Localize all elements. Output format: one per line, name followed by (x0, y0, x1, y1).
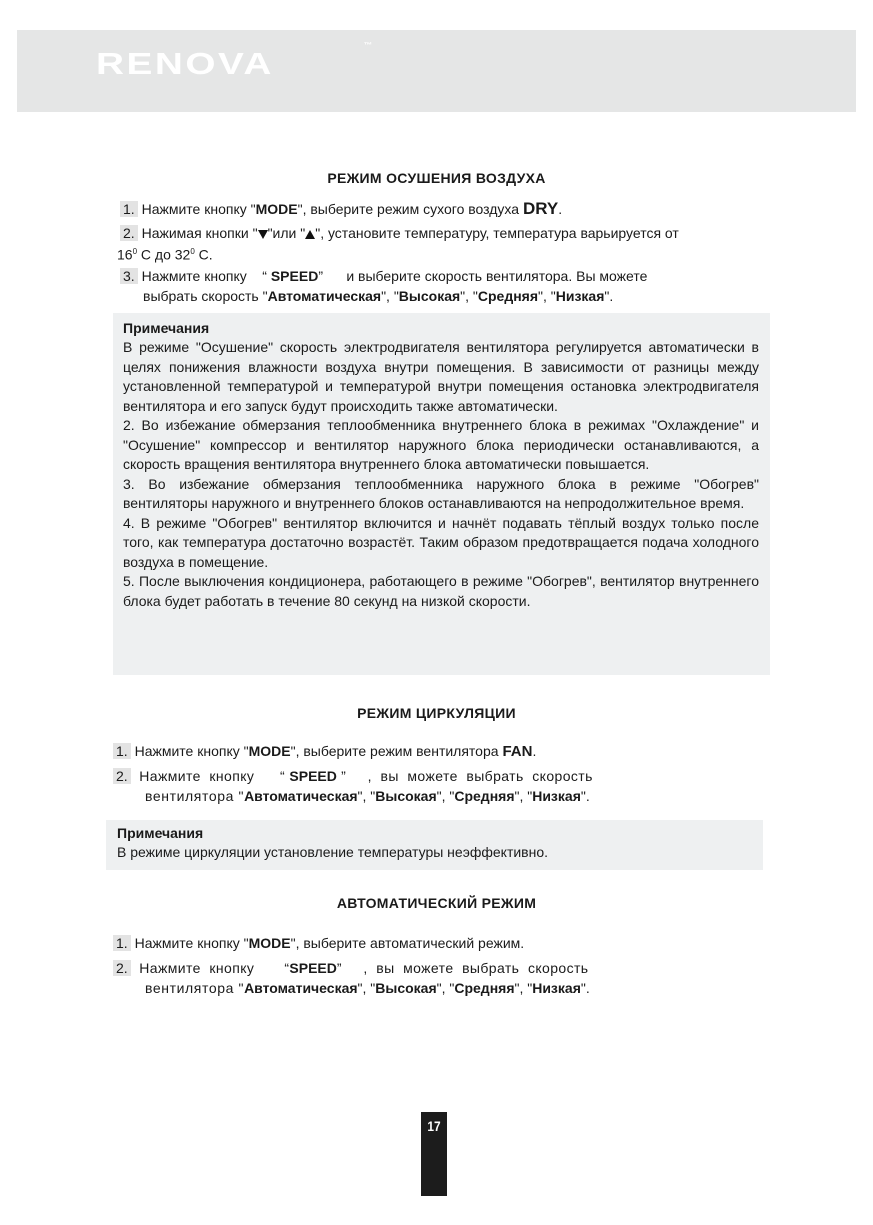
note-item-4: 4. В режиме "Обогрев" вентилятор включится и начнёт подавать тёплый воздух только после того, как температура достаточно возрастёт. Таким образом предотвращается подача холодного воздуха в помещение. (123, 514, 759, 570)
fan-notes-text: В режиме циркуляции установление температуры неэффективно. (117, 844, 549, 860)
dry-notes-title: Примечания (123, 320, 210, 336)
dry-step-3: 3. Нажмите кнопку “ SPEED” и выберите скорость вентилятора. Вы можете (120, 266, 647, 286)
dry-step-2: 2. Нажимая кнопки " "или " ", установите температуру, температура варьируется от (120, 223, 679, 243)
auto-step-1: 1. Нажмите кнопку "MODE", выберите автоматический режим. (113, 933, 524, 953)
fan-notes-title: Примечания (117, 825, 204, 841)
note-item-5: 5. После выключения кондиционера, работающего в режиме "Обогрев", вентилятор внутреннего блока будет работать в течение 80 секунд на низкой скорости. (123, 573, 759, 609)
arrow-up-icon (305, 230, 315, 239)
page-number-tab (421, 1112, 447, 1196)
auto-mode-title: АВТОМАТИЧЕСКИЙ РЕЖИМ (336, 895, 537, 911)
dry-step-1: 1. Нажмите кнопку "MODE", выберите режим сухого воздуха DRY. (120, 199, 562, 219)
dry-notes-box (113, 313, 770, 675)
dry-notes-text (123, 338, 759, 611)
renova-logo: RENOVA ™ (96, 42, 373, 81)
note-item-2: 2. Во избежание обмерзания теплообменника внутреннего блока в режимах "Охлаждение" и "Осушение" компрессор и вентилятор наружного блока периодически останавливаются, а скорость вращения вентилятора внутреннего блока автоматически повышается. (123, 417, 759, 472)
page-number: 17 (427, 1118, 441, 1134)
fan-step-2: 2. Нажмите кнопку “ SPEED ” , вы можете выбрать скорость (113, 766, 593, 786)
dry-step-3-speeds: выбрать скорость "Автоматическая", "Высокая", "Средняя", "Низкая". (143, 288, 614, 304)
fan-step-2-speeds: вентилятора "Автоматическая", "Высокая", "Средняя", "Низкая". (145, 788, 590, 804)
note-item-3: 3. Во избежание обмерзания теплообменника наружного блока в режиме "Обогрев" вентиляторы наружного и внутреннего блоков останавливаются на непродолжительное время. (123, 475, 759, 511)
fan-notes-box (106, 820, 763, 870)
auto-step-2: 2. Нажмите кнопку “SPEED” , вы можете выбрать скорость (113, 958, 589, 978)
dry-mode-title: РЕЖИМ ОСУШЕНИЯ ВОЗДУХА (327, 170, 546, 186)
arrow-down-icon (258, 230, 268, 239)
fan-step-1: 1. Нажмите кнопку "MODE", выберите режим вентилятора FAN. (113, 741, 536, 762)
fan-mode-title: РЕЖИМ ЦИРКУЛЯЦИИ (357, 705, 516, 721)
auto-step-2-speeds: вентилятора "Автоматическая", "Высокая", "Средняя", "Низкая". (145, 980, 590, 996)
note-item-1: В режиме "Осушение" скорость электродвигателя вентилятора регулируется автоматически в целях понижения влажности воздуха внутри помещения. В зависимости от разницы между установленной температурой и температурой внутри помещения остановка электродвигателя вентилятора и его запуск будут происходить также автоматически. (123, 339, 759, 414)
dry-step-2-range: $16^0$ С до $32^0$ С. (117, 246, 213, 263)
